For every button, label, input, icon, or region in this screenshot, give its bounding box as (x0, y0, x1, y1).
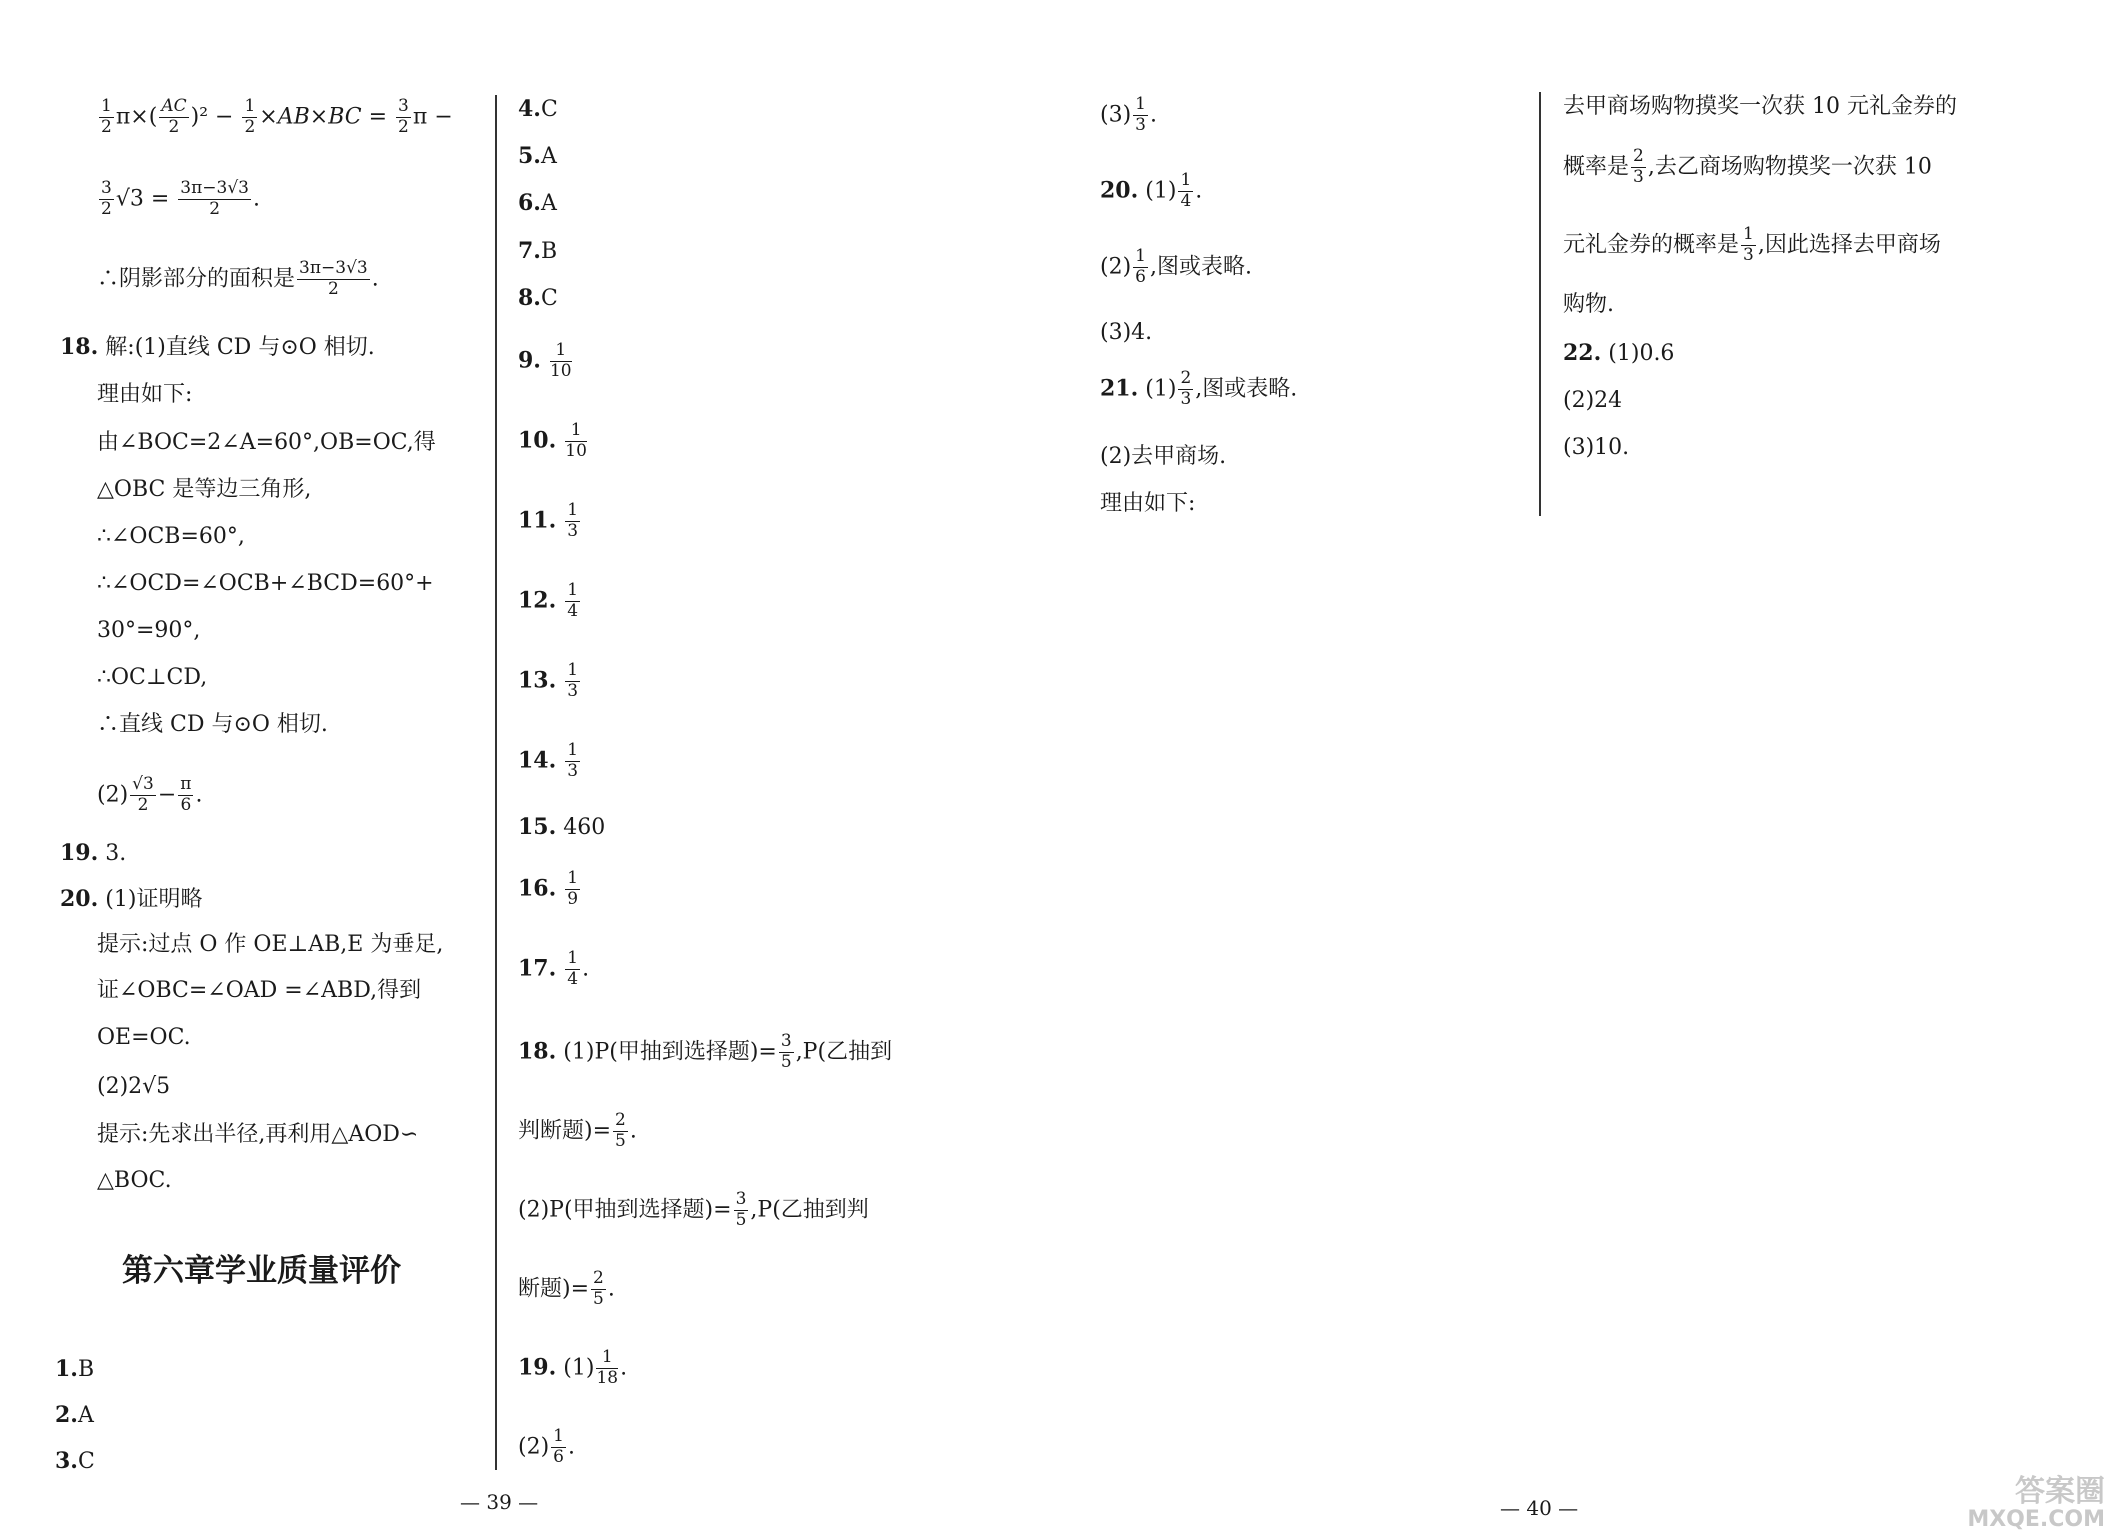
answer-22-part3: (3)10. (1563, 435, 1630, 460)
proof-step-6: ∴OC⊥CD, (97, 665, 208, 690)
answer-14: 14. $\frac{1}{3}$ (518, 740, 579, 781)
hint-2: 证∠OBC=∠OAD =∠ABD,得到 (97, 978, 422, 1003)
proof-step-1: 由∠BOC=2∠A=60°,OB=OC,得 (97, 430, 436, 455)
answer-20-part2: (2) $\frac{1}{6}$ ,图或表略. (1100, 246, 1252, 287)
q20-part2: (2)2√5 (97, 1074, 171, 1099)
explanation-line-4: 购物. (1563, 292, 1614, 317)
explanation-line-3: 元礼金券的概率是 $\frac{1}{3}$ ,因此选择去甲商场 (1563, 224, 1941, 265)
watermark-bottom: MXQE.COM (1967, 1506, 2105, 1532)
answer-20-part3: (3)4. (1100, 320, 1153, 345)
section-title: 第六章学业质量评价 (122, 1253, 401, 1289)
q18-part2: (2) $\frac{√3}{2}$ − $\frac{\pi}{6}$ . (97, 774, 203, 815)
answer-16: 16. $\frac{1}{9}$ (518, 868, 579, 909)
answer-21-part1: 21. (1) $\frac{2}{3}$ ,图或表略. (1100, 368, 1298, 409)
explanation-line-1: 去甲商场购物摸奖一次获 10 元礼金券的 (1563, 94, 1957, 119)
q19-line: 19. 3. (60, 840, 127, 866)
answer-18-part2: (2)P(甲抽到选择题)= $\frac{3}{5}$ ,P(乙抽到判 (518, 1189, 869, 1230)
hint-3: OE=OC. (97, 1025, 191, 1050)
q20-line: 20. (1)证明略 (60, 886, 203, 912)
answer-19-part3: (3) $\frac{1}{3}$ . (1100, 94, 1157, 135)
page-number-right: — 40 — (1500, 1496, 1579, 1520)
answer-9: 9. $\frac{1}{10}$ (518, 340, 572, 381)
answer-1: 1.B (55, 1356, 95, 1382)
answer-11: 11. $\frac{1}{3}$ (518, 500, 579, 541)
column-divider-1 (495, 95, 497, 1470)
answer-19-part1: 19. (1) $\frac{1}{18}$ . (518, 1347, 628, 1388)
answer-6: 6.A (518, 190, 557, 216)
answer-10: 10. $\frac{1}{10}$ (518, 420, 587, 461)
proof-step-3: ∴∠OCB=60°, (97, 524, 245, 549)
answer-12: 12. $\frac{1}{4}$ (518, 580, 579, 621)
answer-18-part1: 18. (1)P(甲抽到选择题)= $\frac{3}{5}$ ,P(乙抽到 (518, 1031, 893, 1072)
column-divider-2 (1539, 92, 1541, 516)
watermark-top: 答案圈 (2015, 1473, 2105, 1509)
watermark (1967, 1475, 2105, 1532)
answer-22-part1: 22. (1)0.6 (1563, 340, 1675, 366)
reason-text-2: 理由如下: (1100, 491, 1196, 516)
answer-8: 8.C (518, 285, 558, 311)
proof-step-7: ∴直线 CD 与⊙O 相切. (97, 712, 328, 737)
answer-15: 15. 460 (518, 814, 606, 840)
hint-1: 提示:过点 O 作 OE⊥AB,E 为垂足, (97, 932, 444, 957)
hint-4: 提示:先求出半径,再利用△AOD∽ (97, 1122, 419, 1147)
answer-18-part2-cont: 断题)= $\frac{2}{5}$ . (518, 1268, 615, 1309)
answer-5: 5.A (518, 143, 557, 169)
answer-4: 4.C (518, 96, 558, 122)
answer-19-part2: (2) $\frac{1}{6}$ . (518, 1426, 575, 1467)
page-number-left: — 39 — (460, 1490, 539, 1514)
answer-17: 17. $\frac{1}{4}$ . (518, 948, 590, 989)
answer-3: 3.C (55, 1448, 95, 1474)
reason-text: 理由如下: (97, 382, 193, 407)
explanation-line-2: 概率是 $\frac{2}{3}$ ,去乙商场购物摸奖一次获 10 (1563, 146, 1932, 187)
calc-line-1: $\frac{1}{2}$ π×( $\frac{AC}{2}$ )² − $\frac{1}{2}$ ×AB×BC = $\frac{3}{2}$ π − (101, 96, 453, 137)
answer-13: 13. $\frac{1}{3}$ (518, 660, 579, 701)
proof-step-2: △OBC 是等边三角形, (97, 477, 312, 502)
hint-5: △BOC. (97, 1168, 172, 1193)
answer-20-part1: 20. (1) $\frac{1}{4}$ . (1100, 170, 1203, 211)
calc-line-2: $\frac{3}{2}$ √3 = $\frac{3\pi-3√3}{2}$ . (101, 178, 260, 219)
answer-21-part2: (2)去甲商场. (1100, 444, 1227, 469)
answer-2: 2.A (55, 1402, 94, 1428)
answer-22-part2: (2)24 (1563, 388, 1623, 413)
proof-step-5: 30°=90°, (97, 618, 201, 643)
shadow-area-line: ∴阴影部分的面积是 $\frac{3\pi-3√3}{2}$ . (97, 258, 379, 299)
answer-7: 7.B (518, 238, 558, 264)
proof-step-4: ∴∠OCD=∠OCB+∠BCD=60°+ (97, 571, 434, 596)
q18-line: 18. 解:(1)直线 CD 与⊙O 相切. (60, 334, 375, 360)
answer-18-part1-cont: 判断题)= $\frac{2}{5}$ . (518, 1110, 637, 1151)
